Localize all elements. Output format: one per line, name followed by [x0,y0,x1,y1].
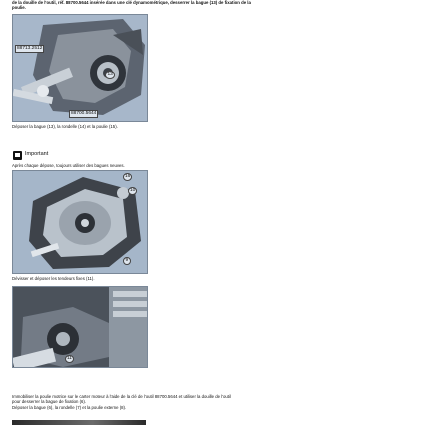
important-text: Après chaque dépose, toujours utiliser des bagues neuves. [12,163,125,168]
important-label: Important [25,151,49,157]
callout-16: 16 [125,174,131,179]
caption-1: Déposer la bague (13), la rondelle (14) et la poulie (15). [12,124,118,129]
figure-3-engine-pulley-photo [12,286,148,368]
tool-ref-label-bottom: 88700.5644 [71,111,97,116]
important-warning-icon [13,151,22,160]
callout-11: 11 [67,356,72,361]
caption-3-line-1: Immobiliser la poulie motrice sur le carter moteur à l'aide de la clé de l'outil 88700.5644 et utiliser la douille de l'outil [12,394,231,399]
caption-3-line-3: Déposer la bague (6), la rondelle (7) et la poulie externe (8). [12,405,127,410]
callout-9: 9 [123,257,131,265]
figure-1-illustration [13,15,147,121]
tool-ref-label-top: 88713.2512 [17,46,43,51]
callout-13: 13 [105,71,115,79]
next-figure-edge [12,420,146,425]
figure-1-engine-tool-photo [12,14,148,122]
header-line-1: de la douille de l'outil, réf. 88700.5644 insérée dans une clé dynamométrique, desserrer la bague (13) de fixation de la [12,0,251,5]
caption-3-line-2: pour desserrer la bague de fixation (6). [12,399,87,404]
figure-2-engine-belt-photo [12,170,148,274]
caption-2: Dévisser et déposer les tendeurs fixes (11). [12,276,95,281]
figure-3-illustration [13,287,147,367]
header-line-2: poulie. [12,5,26,10]
callout-10: 10 [130,188,136,193]
